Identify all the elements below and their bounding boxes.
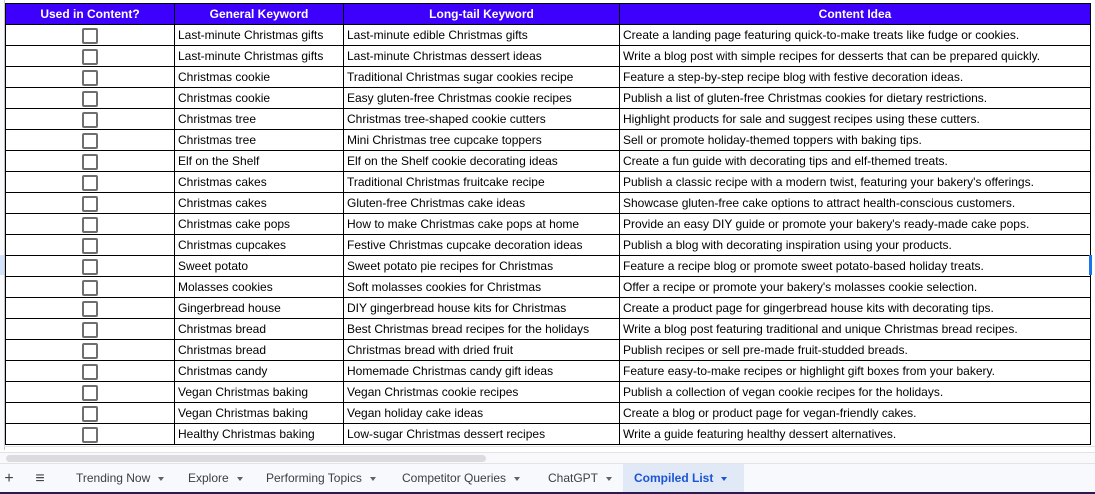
table-row	[6, 256, 1091, 277]
content-idea-cell[interactable]: Feature a recipe blog or promote sweet potato-based holiday treats.	[620, 256, 1091, 277]
used-in-content-checkbox[interactable]	[82, 322, 98, 338]
general-keyword-cell[interactable]: Vegan Christmas baking	[175, 403, 344, 424]
used-in-content-checkbox[interactable]	[82, 238, 98, 254]
header-long-tail-keyword[interactable]: Long-tail Keyword	[344, 4, 620, 25]
table-row	[6, 403, 1091, 424]
used-in-content-checkbox[interactable]	[82, 175, 98, 191]
add-sheet-icon[interactable]: +	[4, 470, 14, 487]
long-tail-keyword-cell[interactable]: Vegan holiday cake ideas	[344, 403, 620, 424]
selected-row-indicator	[0, 255, 4, 275]
general-keyword-cell[interactable]: Christmas candy	[175, 361, 344, 382]
content-idea-cell[interactable]: Publish a blog with decorating inspiration using your products.	[620, 235, 1091, 256]
content-idea-cell[interactable]: Feature a step-by-step recipe blog with festive decoration ideas.	[620, 67, 1091, 88]
long-tail-keyword-cell[interactable]: Gluten-free Christmas cake ideas	[344, 193, 620, 214]
used-in-content-checkbox[interactable]	[82, 343, 98, 359]
used-in-content-checkbox[interactable]	[82, 112, 98, 128]
table-row	[6, 109, 1091, 130]
sheet-tab-compiled-list[interactable]	[623, 464, 744, 493]
general-keyword-cell[interactable]: Christmas cake pops	[175, 214, 344, 235]
general-keyword-cell[interactable]: Molasses cookies	[175, 277, 344, 298]
scrollbar-thumb[interactable]	[6, 455, 486, 462]
long-tail-keyword-cell[interactable]: Christmas bread with dried fruit	[344, 340, 620, 361]
used-in-content-cell[interactable]	[6, 109, 175, 130]
used-in-content-cell[interactable]	[6, 172, 175, 193]
long-tail-keyword-cell[interactable]: Elf on the Shelf cookie decorating ideas	[344, 151, 620, 172]
used-in-content-checkbox[interactable]	[82, 259, 98, 275]
sheet-tab-trending-now[interactable]	[66, 464, 174, 493]
table-row	[6, 25, 1091, 46]
sheet-tab-label: Trending Now	[76, 471, 151, 485]
used-in-content-checkbox[interactable]	[82, 364, 98, 380]
sheet-tab-label: Explore	[188, 471, 229, 485]
used-in-content-cell[interactable]	[6, 214, 175, 235]
content-idea-cell[interactable]: Publish recipes or sell pre-made fruit-studded breads.	[620, 340, 1091, 361]
general-keyword-cell[interactable]: Christmas cakes	[175, 193, 344, 214]
sheet-tab-label: Compiled List	[634, 471, 714, 485]
sheet-tab-label: Competitor Queries	[402, 471, 507, 485]
general-keyword-cell[interactable]: Christmas bread	[175, 319, 344, 340]
content-idea-cell[interactable]: Sell or promote holiday-themed toppers with baking tips.	[620, 130, 1091, 151]
dropdown-caret-icon[interactable]	[514, 477, 520, 481]
general-keyword-cell[interactable]: Christmas cookie	[175, 67, 344, 88]
long-tail-keyword-cell[interactable]: Traditional Christmas fruitcake recipe	[344, 172, 620, 193]
used-in-content-cell[interactable]	[6, 340, 175, 361]
dropdown-caret-icon[interactable]	[721, 477, 727, 481]
sheet-tab-label: Performing Topics	[266, 471, 362, 485]
used-in-content-checkbox[interactable]	[82, 28, 98, 44]
content-idea-cell[interactable]: Create a blog or product page for vegan-friendly cakes.	[620, 403, 1091, 424]
content-idea-cell[interactable]: Feature easy-to-make recipes or highlight gift boxes from your bakery.	[620, 361, 1091, 382]
used-in-content-cell[interactable]	[6, 424, 175, 445]
content-idea-cell[interactable]: Publish a list of gluten-free Christmas cookies for dietary restrictions.	[620, 88, 1091, 109]
table-row	[6, 277, 1091, 298]
table-row	[6, 340, 1091, 361]
table-row	[6, 214, 1091, 235]
used-in-content-cell[interactable]	[6, 193, 175, 214]
used-in-content-cell[interactable]	[6, 382, 175, 403]
content-idea-cell[interactable]: Showcase gluten-free cake options to attract health-conscious customers.	[620, 193, 1091, 214]
compiled-list-table	[5, 3, 1091, 445]
table-row	[6, 361, 1091, 382]
long-tail-keyword-cell[interactable]: Christmas tree-shaped cookie cutters	[344, 109, 620, 130]
used-in-content-checkbox[interactable]	[82, 217, 98, 233]
long-tail-keyword-cell[interactable]: Last-minute edible Christmas gifts	[344, 25, 620, 46]
general-keyword-cell[interactable]: Christmas bread	[175, 340, 344, 361]
content-idea-cell[interactable]: Create a landing page featuring quick-to-make treats like fudge or cookies.	[620, 25, 1091, 46]
long-tail-keyword-cell[interactable]: Traditional Christmas sugar cookies recipe	[344, 67, 620, 88]
used-in-content-checkbox[interactable]	[82, 385, 98, 401]
long-tail-keyword-cell[interactable]: Sweet potato pie recipes for Christmas	[344, 256, 620, 277]
general-keyword-cell[interactable]: Gingerbread house	[175, 298, 344, 319]
used-in-content-cell[interactable]	[6, 151, 175, 172]
used-in-content-cell[interactable]	[6, 361, 175, 382]
used-in-content-checkbox[interactable]	[82, 280, 98, 296]
header-content-idea[interactable]: Content Idea	[620, 4, 1091, 25]
used-in-content-checkbox[interactable]	[82, 301, 98, 317]
dropdown-caret-icon[interactable]	[158, 477, 164, 481]
table-row	[6, 319, 1091, 340]
used-in-content-checkbox[interactable]	[82, 91, 98, 107]
dropdown-caret-icon[interactable]	[370, 477, 376, 481]
header-used-in-content[interactable]: Used in Content?	[6, 4, 175, 25]
content-idea-cell[interactable]: Create a fun guide with decorating tips and elf-themed treats.	[620, 151, 1091, 172]
general-keyword-cell[interactable]: Last-minute Christmas gifts	[175, 46, 344, 67]
used-in-content-cell[interactable]	[6, 130, 175, 151]
used-in-content-cell[interactable]	[6, 46, 175, 67]
long-tail-keyword-cell[interactable]: Vegan Christmas cookie recipes	[344, 382, 620, 403]
content-idea-cell[interactable]: Write a blog post with simple recipes for desserts that can be prepared quickly.	[620, 46, 1091, 67]
used-in-content-cell[interactable]	[6, 25, 175, 46]
used-in-content-checkbox[interactable]	[82, 133, 98, 149]
table-row	[6, 235, 1091, 256]
long-tail-keyword-cell[interactable]: How to make Christmas cake pops at home	[344, 214, 620, 235]
long-tail-keyword-cell[interactable]: Soft molasses cookies for Christmas	[344, 277, 620, 298]
used-in-content-checkbox[interactable]	[82, 406, 98, 422]
table-row	[6, 151, 1091, 172]
used-in-content-checkbox[interactable]	[82, 196, 98, 212]
header-row	[6, 4, 1091, 25]
sheet-tab-performing-topics[interactable]	[256, 464, 386, 493]
table-row	[6, 172, 1091, 193]
content-idea-cell[interactable]: Publish a collection of vegan cookie recipes for the holidays.	[620, 382, 1091, 403]
used-in-content-cell[interactable]	[6, 88, 175, 109]
long-tail-keyword-cell[interactable]: Low-sugar Christmas dessert recipes	[344, 424, 620, 445]
sheet-tab-competitor-queries[interactable]	[392, 464, 530, 493]
table-row	[6, 88, 1091, 109]
used-in-content-cell[interactable]	[6, 256, 175, 277]
table-row	[6, 67, 1091, 88]
sheet-tab-label: ChatGPT	[548, 471, 599, 485]
empty-row-line	[4, 446, 1095, 447]
general-keyword-cell[interactable]: Elf on the Shelf	[175, 151, 344, 172]
table-row	[6, 46, 1091, 67]
used-in-content-checkbox[interactable]	[82, 49, 98, 65]
table-row	[6, 130, 1091, 151]
long-tail-keyword-cell[interactable]: Easy gluten-free Christmas cookie recipes	[344, 88, 620, 109]
content-idea-cell[interactable]: Highlight products for sale and suggest recipes using these cutters.	[620, 109, 1091, 130]
long-tail-keyword-cell[interactable]: Festive Christmas cupcake decoration ideas	[344, 235, 620, 256]
general-keyword-cell[interactable]: Christmas tree	[175, 130, 344, 151]
used-in-content-cell[interactable]	[6, 67, 175, 88]
content-idea-cell[interactable]: Write a blog post featuring traditional and unique Christmas bread recipes.	[620, 319, 1091, 340]
used-in-content-checkbox[interactable]	[82, 427, 98, 443]
sheet-tab-explore[interactable]	[178, 464, 253, 493]
header-general-keyword[interactable]: General Keyword	[175, 4, 344, 25]
used-in-content-cell[interactable]	[6, 277, 175, 298]
table-row	[6, 382, 1091, 403]
used-in-content-cell[interactable]	[6, 298, 175, 319]
used-in-content-cell[interactable]	[6, 319, 175, 340]
all-sheets-menu-icon[interactable]: ≡	[35, 470, 45, 487]
used-in-content-cell[interactable]	[6, 403, 175, 424]
general-keyword-cell[interactable]: Christmas cookie	[175, 88, 344, 109]
cell-selection-marker	[1089, 255, 1092, 275]
general-keyword-cell[interactable]: Christmas tree	[175, 109, 344, 130]
general-keyword-cell[interactable]: Christmas cakes	[175, 172, 344, 193]
sheet-tab-bar	[0, 463, 1095, 493]
table-row	[6, 424, 1091, 445]
dropdown-caret-icon[interactable]	[237, 477, 243, 481]
content-idea-cell[interactable]: Provide an easy DIY guide or promote your bakery's ready-made cake pops.	[620, 214, 1091, 235]
sheet-tab-chatgpt[interactable]	[538, 464, 622, 493]
used-in-content-cell[interactable]	[6, 235, 175, 256]
table-row	[6, 298, 1091, 319]
general-keyword-cell[interactable]: Healthy Christmas baking	[175, 424, 344, 445]
content-idea-cell[interactable]: Create a product page for gingerbread house kits with decorating tips.	[620, 298, 1091, 319]
long-tail-keyword-cell[interactable]: Best Christmas bread recipes for the holidays	[344, 319, 620, 340]
long-tail-keyword-cell[interactable]: Mini Christmas tree cupcake toppers	[344, 130, 620, 151]
long-tail-keyword-cell[interactable]: DIY gingerbread house kits for Christmas	[344, 298, 620, 319]
used-in-content-checkbox[interactable]	[82, 70, 98, 86]
content-idea-cell[interactable]: Write a guide featuring healthy dessert alternatives.	[620, 424, 1091, 445]
content-idea-cell[interactable]: Offer a recipe or promote your bakery's molasses cookie selection.	[620, 277, 1091, 298]
long-tail-keyword-cell[interactable]: Last-minute Christmas dessert ideas	[344, 46, 620, 67]
general-keyword-cell[interactable]: Christmas cupcakes	[175, 235, 344, 256]
used-in-content-checkbox[interactable]	[82, 154, 98, 170]
general-keyword-cell[interactable]: Last-minute Christmas gifts	[175, 25, 344, 46]
table-row	[6, 193, 1091, 214]
general-keyword-cell[interactable]: Sweet potato	[175, 256, 344, 277]
dropdown-caret-icon[interactable]	[606, 477, 612, 481]
long-tail-keyword-cell[interactable]: Homemade Christmas candy gift ideas	[344, 361, 620, 382]
general-keyword-cell[interactable]: Vegan Christmas baking	[175, 382, 344, 403]
content-idea-cell[interactable]: Publish a classic recipe with a modern twist, featuring your bakery's offerings.	[620, 172, 1091, 193]
